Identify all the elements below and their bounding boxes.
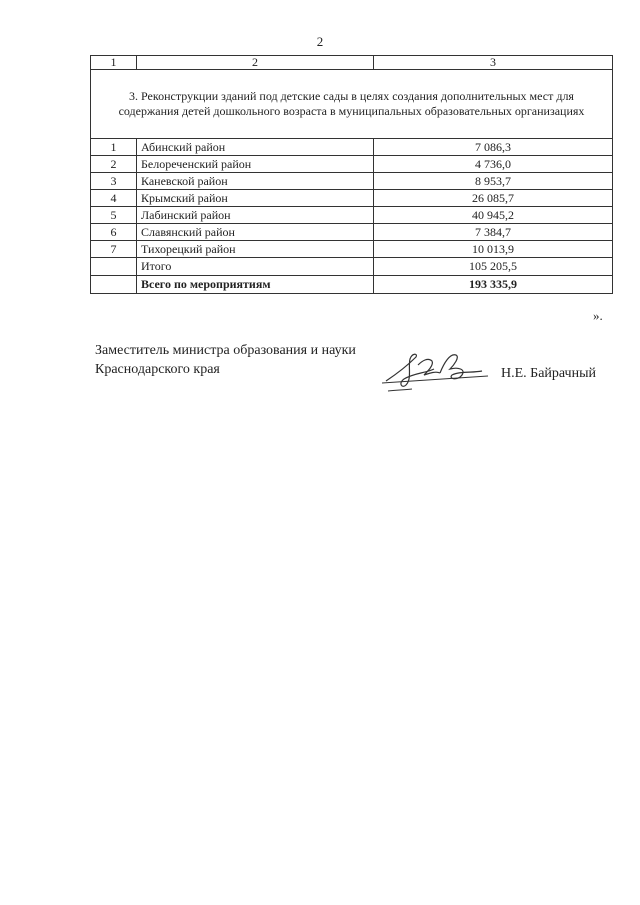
page-number: 2 (316, 34, 324, 49)
row-value: 40 945,2 (374, 207, 613, 224)
row-number: 3 (91, 173, 137, 190)
table-row (91, 156, 613, 173)
row-number: 6 (91, 224, 137, 241)
total-label: Итого (137, 258, 374, 276)
row-district: Крымский район (137, 190, 374, 207)
signer-name: Н.Е. Байрачный (501, 366, 596, 381)
row-number: 4 (91, 190, 137, 207)
closing-quote: ». (593, 308, 603, 323)
grand-total-value: 193 335,9 (374, 276, 613, 294)
row-district: Каневской район (137, 173, 374, 190)
row-value: 10 013,9 (374, 241, 613, 258)
row-district: Белореченский район (137, 156, 374, 173)
row-value: 26 085,7 (374, 190, 613, 207)
row-number: 1 (91, 139, 137, 156)
total-row (91, 258, 613, 276)
table-row (91, 173, 613, 190)
allocation-table (90, 55, 613, 294)
table-row (91, 224, 613, 241)
section-title: 3. Реконструкции зданий под детские сады в целях создания дополнительных мест для содержания детей дошкольного возраста в муниципальных образовательных организациях (91, 70, 613, 139)
signatory-title-line-2: Краснодарского края (95, 362, 220, 377)
grand-total-row (91, 276, 613, 294)
table-row (91, 139, 613, 156)
row-district: Лабинский район (137, 207, 374, 224)
row-number: 2 (91, 156, 137, 173)
signatory-title-line-1: Заместитель министра образования и науки (95, 343, 356, 358)
header-col-3: 3 (374, 56, 613, 70)
row-value: 7 086,3 (374, 139, 613, 156)
row-value: 7 384,7 (374, 224, 613, 241)
table-row (91, 207, 613, 224)
section-title-row (91, 70, 613, 139)
table-header-row (91, 56, 613, 70)
row-district: Тихорецкий район (137, 241, 374, 258)
header-col-1: 1 (91, 56, 137, 70)
row-number: 7 (91, 241, 137, 258)
header-col-2: 2 (137, 56, 374, 70)
table-row (91, 190, 613, 207)
table-row (91, 241, 613, 258)
signatory-title (95, 341, 356, 379)
grand-total-label: Всего по мероприятиям (137, 276, 374, 294)
row-number: 5 (91, 207, 137, 224)
row-district: Славянский район (137, 224, 374, 241)
row-district: Абинский район (137, 139, 374, 156)
row-value: 8 953,7 (374, 173, 613, 190)
handwritten-signature (378, 343, 498, 398)
total-value: 105 205,5 (374, 258, 613, 276)
row-value: 4 736,0 (374, 156, 613, 173)
